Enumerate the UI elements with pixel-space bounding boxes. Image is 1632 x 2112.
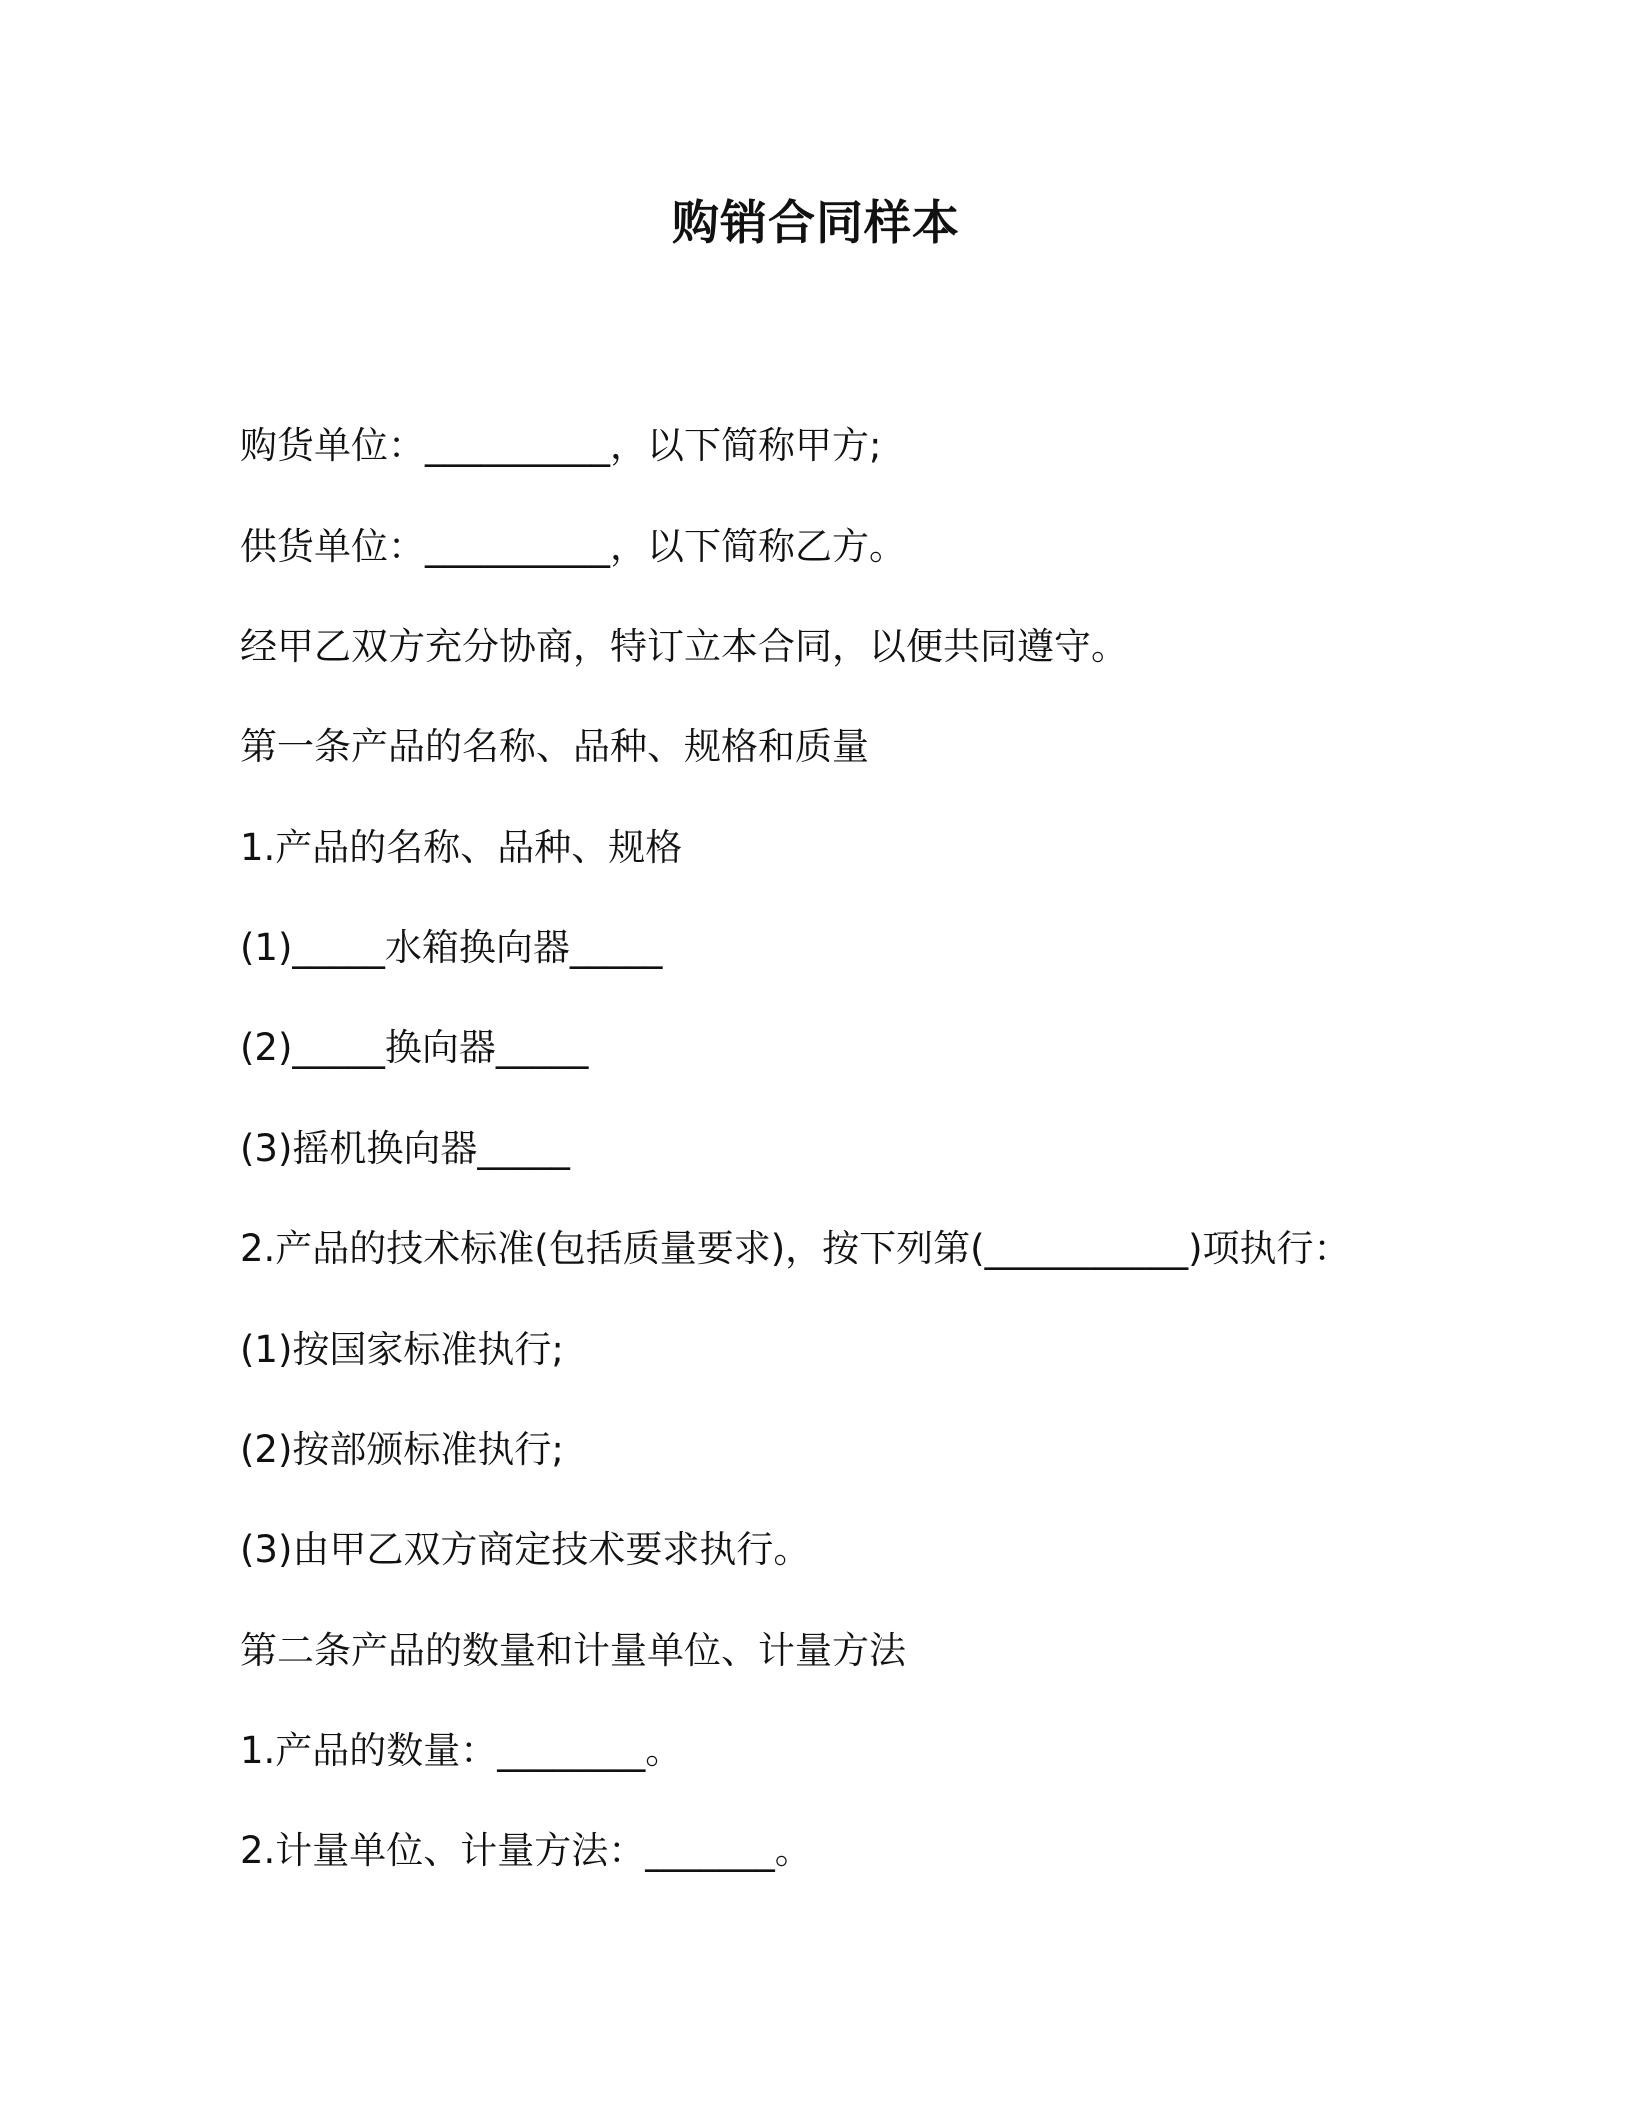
standard-option-3: (3)由甲乙双方商定技术要求执行。 [240, 1528, 811, 1571]
product-item-3: (3)摇机换向器_____ [240, 1127, 570, 1170]
document-title: 购销合同样本 [672, 196, 960, 251]
agreement-statement: 经甲乙双方充分协商，特订立本合同，以便共同遵守。 [240, 625, 1128, 668]
article-1-heading: 第一条产品的名称、品种、规格和质量 [240, 725, 869, 768]
buyer-line: 购货单位：__________，以下简称甲方; [240, 424, 882, 467]
standard-option-2: (2)按部颁标准执行; [240, 1428, 564, 1471]
article-2-heading: 第二条产品的数量和计量单位、计量方法 [240, 1629, 906, 1672]
item-2-technical-standard: 2.产品的技术标准(包括质量要求)，按下列第(___________)项执行： [240, 1227, 1351, 1270]
standard-option-1: (1)按国家标准执行; [240, 1328, 564, 1371]
item-1-product-name: 1.产品的名称、品种、规格 [240, 826, 683, 869]
supplier-line: 供货单位：__________，以下简称乙方。 [240, 525, 906, 568]
product-item-2: (2)_____换向器_____ [240, 1026, 589, 1069]
quantity-line: 1.产品的数量：________。 [240, 1729, 683, 1772]
measurement-line: 2.计量单位、计量方法：_______。 [240, 1829, 812, 1872]
product-item-1: (1)_____水箱换向器_____ [240, 926, 663, 969]
